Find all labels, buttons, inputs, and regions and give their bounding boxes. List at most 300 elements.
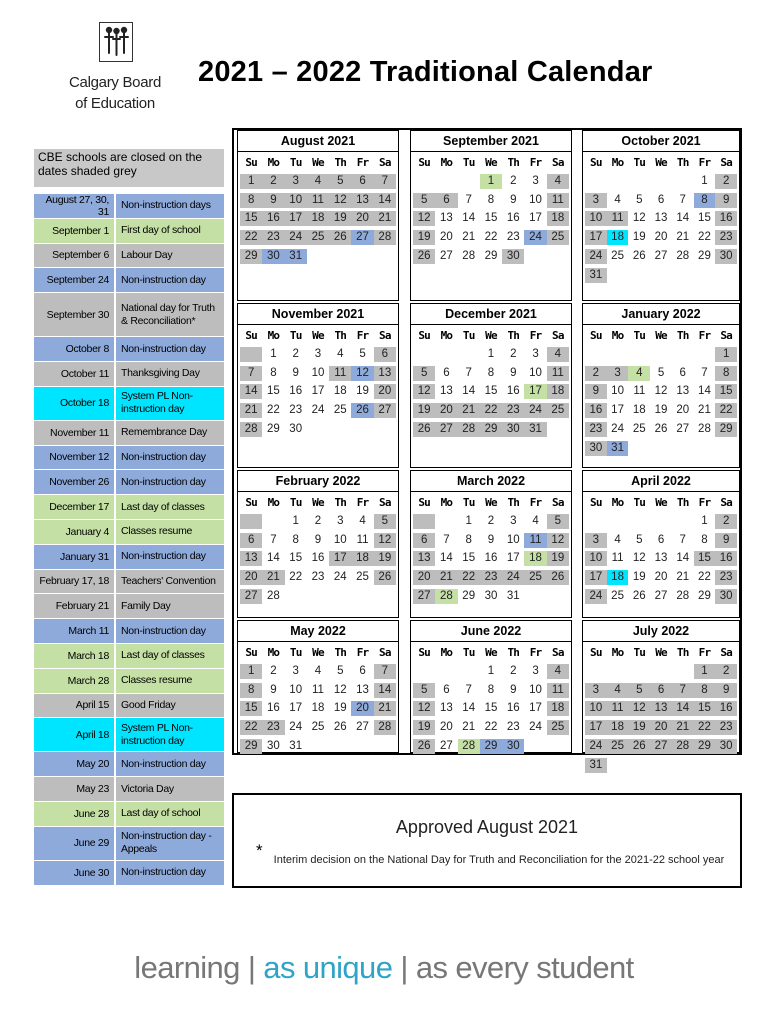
calendar-day: 10 (529, 193, 542, 206)
calendar-day: 14 (240, 384, 262, 399)
event-date: October 11 (34, 362, 116, 386)
calendar-day: 11 (547, 683, 569, 698)
calendar-day: 4 (532, 514, 539, 527)
calendar-empty-cell (628, 441, 650, 456)
calendar-day: 14 (374, 683, 396, 698)
calendar-day: 23 (715, 570, 737, 585)
calendar-day: 10 (289, 683, 303, 696)
week-row (238, 401, 398, 420)
calendar-empty-cell (628, 268, 650, 283)
calendar-day: 28 (374, 720, 396, 735)
calendar-day: 2 (487, 514, 495, 527)
week-row (411, 191, 571, 210)
calendar-day: 30 (484, 590, 498, 603)
week-row (411, 383, 571, 402)
calendar-day: 20 (676, 404, 690, 417)
weekday-header: Th (334, 155, 347, 169)
calendar-day: 12 (632, 552, 646, 565)
calendar-day: 19 (356, 385, 369, 398)
calendar-day: 9 (715, 533, 737, 548)
calendar-empty-cell (524, 739, 546, 754)
calendar-day: 13 (413, 551, 435, 566)
event-row (34, 194, 224, 219)
calendar-day: 28 (267, 590, 280, 603)
weekday-header: Fr (529, 645, 542, 659)
calendar-day: 7 (672, 683, 694, 698)
calendar-day: 17 (311, 385, 325, 398)
event-description: Remembrance Day (121, 426, 207, 439)
month-calendar (237, 130, 399, 301)
month-calendar (410, 470, 572, 618)
calendar-day: 4 (547, 347, 569, 362)
calendar-day: 16 (715, 551, 737, 566)
calendar-day: 2 (314, 514, 322, 527)
calendar-day: 27 (240, 589, 262, 604)
month-calendar (410, 620, 572, 753)
calendar-day: 15 (484, 212, 498, 225)
event-date: August 27, 30, 31 (34, 194, 116, 218)
calendar-empty-cell (628, 347, 650, 362)
week-row (411, 228, 571, 247)
calendar-day: 22 (240, 720, 262, 735)
weekday-header: Sa (720, 645, 732, 659)
calendar-empty-cell (413, 664, 435, 679)
week-row (583, 401, 739, 420)
calendar-empty-cell (607, 174, 629, 189)
calendar-day: 26 (333, 721, 347, 734)
calendar-day: 20 (413, 570, 435, 585)
page-title: 2021 – 2022 Traditional Calendar (198, 56, 653, 88)
month-calendar (410, 130, 572, 301)
calendar-day: 28 (458, 422, 480, 437)
calendar-day: 14 (440, 552, 453, 565)
calendar-empty-cell (650, 268, 672, 283)
calendar-day: 5 (628, 683, 650, 698)
calendar-day: 7 (679, 193, 686, 206)
event-row (34, 752, 224, 777)
calendar-day: 4 (307, 174, 329, 189)
calendar-day: 21 (462, 231, 476, 244)
calendar-day: 23 (289, 404, 303, 417)
month-calendar (237, 470, 399, 618)
weekday-header: Tu (289, 328, 302, 342)
calendar-day: 2 (270, 664, 277, 677)
weekday-header: Th (676, 155, 689, 169)
calendar-day: 25 (611, 250, 624, 263)
calendar-day: 26 (374, 570, 396, 585)
calendar-empty-cell (329, 249, 351, 264)
weekday-header: Su (245, 328, 257, 342)
week-row (238, 383, 398, 402)
calendar-day: 6 (240, 533, 262, 548)
calendar-day: 21 (240, 403, 262, 418)
calendar-day: 16 (506, 212, 520, 225)
closed-note: CBE schools are closed on the dates shaded grey (34, 149, 224, 187)
calendar-empty-cell (374, 249, 396, 264)
calendar-day: 27 (435, 422, 457, 437)
weekday-header-row (583, 325, 739, 345)
calendar-day: 25 (607, 739, 629, 754)
event-row (34, 362, 224, 387)
calendar-day: 16 (262, 211, 284, 226)
calendar-day: 26 (413, 249, 435, 264)
calendar-empty-cell (715, 441, 737, 456)
event-date: January 4 (34, 520, 116, 544)
calendar-day: 12 (413, 384, 435, 399)
org-name-line1: Calgary Board (69, 74, 161, 91)
weekday-header: Su (418, 495, 430, 509)
week-row (583, 568, 739, 587)
event-date: September 24 (34, 268, 116, 292)
weekday-header: Tu (462, 645, 475, 659)
calendar-day: 24 (524, 403, 546, 418)
event-description: Classes resume (121, 525, 193, 538)
calendar-day: 20 (654, 571, 668, 584)
calendar-day: 24 (502, 570, 524, 585)
calendar-day: 25 (632, 423, 646, 436)
weekday-header: Mo (611, 155, 624, 169)
calendar-empty-cell (694, 441, 716, 456)
calendar-day: 15 (267, 385, 280, 398)
calendar-day: 6 (435, 193, 457, 208)
calendar-day: 19 (333, 702, 347, 715)
month-calendar (237, 303, 399, 468)
calendar-day: 12 (333, 683, 347, 696)
calendar-day: 9 (292, 366, 299, 379)
calendar-empty-cell (435, 174, 457, 189)
calendar-day: 18 (607, 570, 629, 585)
approval-title: Approved August 2021 (395, 817, 579, 837)
weekday-header: Fr (529, 328, 542, 342)
calendar-day: 18 (351, 551, 373, 566)
calendar-day: 20 (654, 231, 668, 244)
week-row (238, 420, 398, 439)
calendar-day: 30 (502, 422, 524, 437)
event-date: March 18 (34, 644, 116, 668)
figures-logo-icon (99, 22, 133, 62)
calendar-day: 3 (337, 514, 344, 527)
month-title: April 2022 (583, 471, 739, 492)
month-title: January 2022 (583, 304, 739, 325)
week-row (238, 700, 398, 719)
weekday-header: Fr (529, 155, 542, 169)
calendar-day: 1 (694, 664, 716, 679)
month-title: June 2022 (411, 621, 571, 642)
calendar-empty-cell (351, 249, 373, 264)
event-date: October 18 (34, 387, 116, 420)
event-description: Non-instruction day (121, 475, 206, 488)
calendar-day: 31 (585, 758, 607, 773)
calendar-day: 8 (694, 683, 716, 698)
month-title: February 2022 (238, 471, 398, 492)
weekday-header: Mo (440, 155, 453, 169)
weekday-header: We (655, 328, 667, 342)
calendar-day: 15 (240, 701, 262, 716)
calendar-day: 8 (701, 533, 708, 546)
weekday-header: Su (418, 155, 430, 169)
calendar-day: 11 (633, 385, 646, 398)
calendar-day: 27 (650, 739, 672, 754)
calendar-day: 11 (607, 211, 629, 226)
calendar-day: 14 (462, 212, 476, 225)
calendar-day: 24 (333, 571, 347, 584)
month-title: November 2021 (238, 304, 398, 325)
calendar-day: 13 (374, 366, 396, 381)
event-date: December 17 (34, 495, 116, 519)
weekday-header: We (655, 645, 667, 659)
calendar-empty-cell (607, 514, 629, 529)
calendar-empty-cell (458, 347, 480, 362)
calendar-day: 24 (529, 721, 542, 734)
calendar-day: 30 (715, 589, 737, 604)
calendar-day: 28 (462, 250, 476, 263)
calendar-day: 20 (351, 211, 373, 226)
weekday-header: Su (590, 495, 602, 509)
calendar-day: 2 (585, 366, 607, 381)
interim-note: Interim decision on the National Day for Truth and Reconciliation for the 2021-22 school year (273, 854, 725, 866)
weekday-header-row (411, 492, 571, 512)
calendar-day: 2 (292, 347, 299, 360)
calendar-day: 5 (413, 193, 435, 208)
calendar-day: 5 (636, 193, 643, 206)
calendar-day: 5 (636, 533, 643, 546)
calendar-day: 9 (262, 193, 284, 208)
calendar-empty-cell (694, 347, 716, 362)
event-description: National day for Truth & Reconciliation* (121, 301, 215, 327)
week-row (411, 210, 571, 229)
weekday-header: Tu (462, 328, 475, 342)
calendar-day: 22 (289, 571, 303, 584)
weekday-header: Fr (698, 328, 711, 342)
event-description: Teachers' Convention (121, 574, 216, 587)
calendar-day: 21 (374, 211, 396, 226)
calendar-empty-cell (329, 589, 351, 604)
calendar-day: 23 (715, 720, 737, 735)
event-date: April 15 (34, 694, 116, 718)
calendar-day: 2 (262, 174, 284, 189)
calendar-empty-cell (650, 664, 672, 679)
calendar-day: 8 (292, 533, 299, 546)
week-row (411, 681, 571, 700)
approval-box (232, 793, 742, 888)
calendar-day: 5 (374, 514, 396, 529)
calendar-day: 5 (413, 683, 435, 698)
weekday-header: Su (418, 645, 430, 659)
calendar-empty-cell (547, 422, 569, 437)
calendar-grid (232, 128, 742, 771)
calendar-day: 18 (547, 211, 569, 226)
month-calendar (410, 303, 572, 468)
calendar-day: 16 (267, 702, 280, 715)
week-row (583, 191, 739, 210)
weekday-header: Mo (267, 155, 280, 169)
calendar-day: 5 (329, 174, 351, 189)
calendar-day: 29 (484, 250, 498, 263)
calendar-empty-cell (435, 347, 457, 362)
calendar-day: 21 (672, 720, 694, 735)
calendar-day: 8 (240, 683, 262, 698)
calendar-day: 14 (698, 385, 711, 398)
event-date: September 1 (34, 219, 116, 243)
calendar-day: 8 (487, 193, 495, 206)
calendar-day: 19 (413, 230, 435, 245)
calendar-day: 3 (532, 347, 539, 360)
calendar-empty-cell (628, 758, 650, 773)
calendar-day: 17 (585, 230, 607, 245)
week-row (583, 512, 739, 531)
event-description: Non-instruction day (121, 273, 206, 286)
weekday-header: Sa (379, 328, 391, 342)
weekday-header: Su (245, 155, 257, 169)
calendar-day: 12 (632, 212, 646, 225)
week-row (583, 228, 739, 247)
events-legend (34, 194, 224, 886)
calendar-day: 9 (585, 384, 607, 399)
calendar-day: 10 (333, 533, 347, 546)
calendar-day: 3 (314, 347, 322, 360)
calendar-day: 17 (285, 211, 307, 226)
calendar-day: 17 (529, 702, 542, 715)
calendar-empty-cell (672, 347, 694, 362)
weekday-header: Th (507, 645, 520, 659)
weekday-header: Mo (267, 495, 280, 509)
event-description: Family Day (121, 599, 171, 612)
calendar-empty-cell (307, 739, 329, 754)
calendar-day: 8 (715, 366, 737, 381)
calendar-day: 18 (547, 701, 569, 716)
event-date: June 29 (34, 827, 116, 860)
calendar-day: 21 (458, 403, 480, 418)
calendar-day: 7 (374, 174, 396, 189)
month-title: May 2022 (238, 621, 398, 642)
calendar-empty-cell (650, 441, 672, 456)
calendar-day: 25 (333, 404, 347, 417)
calendar-day: 16 (484, 552, 498, 565)
event-description: Last day of classes (121, 500, 205, 513)
event-date: June 28 (34, 802, 116, 826)
calendar-day: 11 (307, 193, 329, 208)
calendar-day: 14 (462, 385, 476, 398)
calendar-day: 28 (672, 739, 694, 754)
event-date: June 30 (34, 861, 116, 885)
calendar-day: 2 (715, 664, 737, 679)
calendar-day: 30 (262, 249, 284, 264)
calendar-day: 19 (374, 551, 396, 566)
week-row (411, 345, 571, 364)
week-row (238, 550, 398, 569)
weekday-header: Mo (440, 328, 453, 342)
calendar-day: 6 (657, 193, 665, 206)
calendar-empty-cell (374, 589, 396, 604)
calendar-empty-cell (672, 514, 694, 529)
calendar-day: 12 (329, 193, 351, 208)
calendar-empty-cell (435, 514, 457, 529)
calendar-day: 7 (465, 193, 472, 206)
calendar-day: 10 (311, 366, 325, 379)
calendar-day: 22 (484, 231, 498, 244)
weekday-header: Mo (611, 645, 624, 659)
weekday-header: Fr (698, 645, 711, 659)
calendar-day: 13 (240, 551, 262, 566)
calendar-day: 24 (524, 230, 546, 245)
calendar-day: 25 (547, 230, 569, 245)
calendar-empty-cell (628, 514, 650, 529)
weekday-header-row (238, 642, 398, 662)
calendar-day: 31 (607, 441, 629, 456)
event-date: February 17, 18 (34, 570, 116, 594)
calendar-day: 30 (289, 423, 303, 436)
weekday-header: We (485, 495, 497, 509)
weekday-header: Tu (633, 328, 646, 342)
event-row (34, 387, 224, 421)
calendar-day: 1 (465, 514, 472, 527)
calendar-day: 22 (698, 571, 711, 584)
calendar-day: 8 (694, 193, 716, 208)
calendar-day: 13 (440, 212, 453, 225)
calendar-day: 12 (547, 533, 569, 548)
calendar-day: 21 (262, 570, 284, 585)
calendar-day: 25 (311, 721, 325, 734)
week-row (411, 247, 571, 266)
calendar-day: 8 (487, 366, 495, 379)
event-row (34, 470, 224, 495)
calendar-day: 27 (440, 740, 453, 753)
calendar-day: 27 (676, 423, 690, 436)
tagline-separator: | (239, 950, 264, 985)
calendar-empty-cell (672, 758, 694, 773)
calendar-day: 8 (487, 683, 495, 696)
calendar-day: 1 (487, 347, 495, 360)
week-row (583, 439, 739, 458)
calendar-day: 28 (698, 423, 711, 436)
calendar-day: 7 (240, 366, 262, 381)
week-row (238, 681, 398, 700)
calendar-day: 30 (715, 739, 737, 754)
calendar-day: 25 (524, 570, 546, 585)
calendar-day: 27 (351, 230, 373, 245)
weekday-header: We (485, 155, 497, 169)
calendar-empty-cell (672, 441, 694, 456)
week-row (411, 172, 571, 191)
weekday-header: Mo (611, 495, 624, 509)
calendar-day: 20 (440, 231, 453, 244)
event-row (34, 244, 224, 269)
calendar-empty-cell (650, 514, 672, 529)
calendar-day: 26 (654, 423, 668, 436)
calendar-empty-cell (607, 664, 629, 679)
week-row (238, 172, 398, 191)
calendar-day: 11 (611, 552, 624, 565)
calendar-empty-cell (607, 268, 629, 283)
calendar-empty-cell (240, 514, 262, 529)
calendar-day: 7 (270, 533, 277, 546)
calendar-empty-cell (547, 249, 569, 264)
calendar-day: 21 (698, 404, 711, 417)
tagline-every-student: as every student (415, 950, 634, 985)
event-date: March 11 (34, 619, 116, 643)
calendar-day: 14 (462, 702, 476, 715)
calendar-empty-cell (240, 347, 262, 362)
calendar-day: 29 (240, 739, 262, 754)
calendar-day: 13 (654, 212, 668, 225)
calendar-day: 11 (524, 533, 546, 548)
calendar-day: 22 (267, 404, 280, 417)
calendar-day: 5 (337, 664, 344, 677)
calendar-day: 15 (484, 385, 498, 398)
calendar-empty-cell (413, 347, 435, 362)
calendar-empty-cell (672, 174, 694, 189)
event-row (34, 520, 224, 545)
